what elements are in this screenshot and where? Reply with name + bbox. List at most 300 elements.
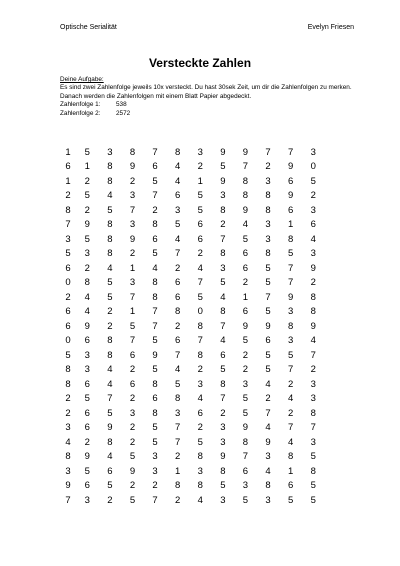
grid-cell: 8 <box>287 451 294 463</box>
grid-cell: 5 <box>152 175 158 187</box>
grid-row <box>60 232 350 247</box>
grid-cell: 1 <box>197 175 203 187</box>
grid-cell: 6 <box>84 407 90 419</box>
grid-cell: 3 <box>65 422 71 434</box>
grid-cell: 2 <box>65 291 71 303</box>
grid-cell: 6 <box>152 393 158 405</box>
grid-cell: 6 <box>65 306 71 318</box>
grid-cell: 5 <box>175 219 181 231</box>
grid-cell: 5 <box>107 277 113 289</box>
grid-cell: 4 <box>175 161 181 173</box>
grid-row <box>60 363 350 378</box>
grid-row <box>60 189 350 204</box>
grid-cell: 9 <box>84 219 90 231</box>
task-text: Es sind zwei Zahlenfolge jeweils 10x versteckt. Du hast 30sek Zeit, um dir die Zahlenfolgen zu merken. Danach werden die Zahlenfolgen mit einem Blatt Papier abgedeckt. <box>60 84 352 100</box>
grid-cell: 9 <box>242 422 249 434</box>
grid-cell: 5 <box>197 291 203 303</box>
sequence-2 <box>60 110 360 118</box>
grid-cell: 5 <box>242 494 249 506</box>
grid-cell: 5 <box>152 436 158 448</box>
grid-row <box>60 290 350 305</box>
grid-cell: 5 <box>152 422 158 434</box>
grid-cell: 8 <box>265 480 271 492</box>
grid-cell: 3 <box>197 146 203 158</box>
grid-cell: 8 <box>152 277 158 289</box>
grid-cell: 3 <box>265 494 271 506</box>
grid-cell: 3 <box>287 306 294 318</box>
grid-cell: 1 <box>287 219 294 231</box>
grid-cell: 8 <box>310 407 316 419</box>
grid-cell: 3 <box>84 494 90 506</box>
grid-row <box>60 450 350 465</box>
grid-cell: 0 <box>310 161 316 173</box>
grid-cell: 6 <box>197 233 203 245</box>
grid-cell: 8 <box>65 204 71 216</box>
grid-cell: 8 <box>152 378 158 390</box>
grid-cell: 4 <box>242 219 249 231</box>
grid-cell: 6 <box>65 262 71 274</box>
grid-cell: 4 <box>107 364 113 376</box>
grid-cell: 5 <box>265 306 271 318</box>
grid-cell: 8 <box>242 190 249 202</box>
grid-cell: 7 <box>152 494 158 506</box>
grid-cell: 5 <box>220 364 226 376</box>
grid-cell: 7 <box>287 277 294 289</box>
grid-cell: 3 <box>65 233 71 245</box>
grid-cell: 6 <box>242 306 249 318</box>
grid-cell: 9 <box>129 465 136 477</box>
grid-cell: 5 <box>310 494 316 506</box>
grid-cell: 8 <box>107 219 113 231</box>
grid-cell: 3 <box>220 190 226 202</box>
grid-cell: 6 <box>242 465 249 477</box>
grid-cell: 2 <box>107 494 113 506</box>
grid-cell: 6 <box>175 190 181 202</box>
grid-cell: 7 <box>310 422 316 434</box>
grid-cell: 6 <box>242 262 249 274</box>
grid-cell: 8 <box>197 451 203 463</box>
grid-cell: 3 <box>265 233 271 245</box>
grid-cell: 2 <box>129 175 136 187</box>
grid-cell: 8 <box>65 378 71 390</box>
grid-cell: 6 <box>242 248 249 260</box>
grid-cell: 7 <box>197 335 203 347</box>
grid-cell: 7 <box>175 349 181 361</box>
grid-cell: 6 <box>197 407 203 419</box>
grid-cell: 8 <box>265 248 271 260</box>
grid-cell: 9 <box>152 349 158 361</box>
grid-cell: 7 <box>129 204 136 216</box>
grid-cell: 0 <box>65 335 71 347</box>
grid-cell: 7 <box>197 277 203 289</box>
grid-cell: 8 <box>129 146 136 158</box>
grid-cell: 2 <box>152 480 158 492</box>
grid-cell: 2 <box>84 175 90 187</box>
grid-cell: 1 <box>84 161 90 173</box>
grid-cell: 5 <box>175 378 181 390</box>
grid-cell: 2 <box>175 451 181 463</box>
grid-cell: 5 <box>265 349 271 361</box>
grid-cell: 3 <box>175 204 181 216</box>
grid-cell: 8 <box>175 393 181 405</box>
grid-cell: 2 <box>310 190 316 202</box>
grid-cell: 8 <box>152 291 158 303</box>
grid-cell: 5 <box>152 248 158 260</box>
grid-cell: 7 <box>65 219 71 231</box>
grid-cell: 8 <box>242 436 249 448</box>
grid-cell: 4 <box>107 378 113 390</box>
grid-cell: 3 <box>242 378 249 390</box>
grid-cell: 2 <box>197 422 203 434</box>
grid-cell: 2 <box>84 262 90 274</box>
grid-cell: 3 <box>220 436 226 448</box>
grid-cell: 2 <box>129 393 136 405</box>
task-label: Deine Aufgabe: <box>60 76 104 83</box>
grid-cell: 5 <box>287 494 294 506</box>
grid-cell: 2 <box>287 407 294 419</box>
grid-cell: 6 <box>175 335 181 347</box>
grid-cell: 3 <box>107 146 113 158</box>
grid-cell: 5 <box>242 233 249 245</box>
grid-cell: 7 <box>129 335 136 347</box>
grid-cell: 8 <box>84 277 90 289</box>
grid-cell: 2 <box>197 248 203 260</box>
grid-cell: 9 <box>65 480 71 492</box>
grid-cell: 8 <box>265 204 271 216</box>
grid-cell: 6 <box>84 335 90 347</box>
number-grid <box>60 145 350 508</box>
grid-cell: 2 <box>129 480 136 492</box>
grid-cell: 9 <box>84 451 90 463</box>
grid-cell: 3 <box>152 465 158 477</box>
grid-cell: 6 <box>265 335 271 347</box>
grid-cell: 3 <box>265 219 271 231</box>
grid-cell: 7 <box>175 436 181 448</box>
grid-cell: 2 <box>107 320 113 332</box>
grid-cell: 2 <box>310 364 316 376</box>
grid-cell: 3 <box>220 262 226 274</box>
grid-cell: 5 <box>197 190 203 202</box>
grid-cell: 9 <box>107 422 113 434</box>
grid-cell: 6 <box>65 161 71 173</box>
grid-cell: 1 <box>65 146 71 158</box>
grid-cell: 9 <box>129 233 136 245</box>
grid-cell: 9 <box>242 204 249 216</box>
grid-cell: 2 <box>175 320 181 332</box>
grid-cell: 1 <box>129 262 136 274</box>
grid-cell: 7 <box>220 393 226 405</box>
grid-cell: 4 <box>107 262 113 274</box>
grid-cell: 3 <box>65 465 71 477</box>
grid-cell: 6 <box>287 480 294 492</box>
grid-cell: 5 <box>220 480 226 492</box>
grid-cell: 3 <box>310 204 316 216</box>
grid-cell: 9 <box>310 262 316 274</box>
grid-cell: 5 <box>129 494 136 506</box>
grid-cell: 2 <box>152 204 158 216</box>
grid-cell: 5 <box>287 349 294 361</box>
header-left: Optische Serialität <box>60 24 117 31</box>
grid-cell: 2 <box>242 277 249 289</box>
grid-cell: 9 <box>310 320 316 332</box>
grid-cell: 9 <box>220 146 226 158</box>
grid-cell: 4 <box>152 262 158 274</box>
grid-cell: 3 <box>287 335 294 347</box>
grid-cell: 4 <box>220 291 226 303</box>
grid-cell: 5 <box>265 262 271 274</box>
grid-cell: 8 <box>220 306 226 318</box>
grid-cell: 3 <box>265 175 271 187</box>
grid-cell: 2 <box>310 277 316 289</box>
grid-cell: 3 <box>84 349 90 361</box>
grid-cell: 2 <box>107 306 113 318</box>
grid-cell: 6 <box>129 378 136 390</box>
grid-cell: 3 <box>197 378 203 390</box>
grid-cell: 5 <box>107 204 113 216</box>
sequence-1-label: Zahlenfolge 1: <box>60 101 101 109</box>
grid-cell: 6 <box>197 219 203 231</box>
grid-cell: 5 <box>220 161 226 173</box>
sequence-1 <box>60 101 360 109</box>
sequence-1-value: 538 <box>116 101 127 109</box>
grid-cell: 3 <box>310 146 316 158</box>
grid-cell: 8 <box>175 480 181 492</box>
grid-cell: 2 <box>287 378 294 390</box>
grid-cell: 7 <box>152 306 158 318</box>
grid-cell: 5 <box>310 480 316 492</box>
grid-cell: 5 <box>84 393 90 405</box>
grid-cell: 2 <box>175 494 181 506</box>
grid-cell: 2 <box>242 349 249 361</box>
grid-cell: 4 <box>265 378 271 390</box>
grid-cell: 2 <box>129 248 136 260</box>
grid-cell: 5 <box>310 175 316 187</box>
grid-row <box>60 276 350 291</box>
grid-cell: 6 <box>152 233 158 245</box>
grid-cell: 6 <box>287 204 294 216</box>
grid-cell: 7 <box>175 248 181 260</box>
grid-row <box>60 203 350 218</box>
grid-cell: 7 <box>287 262 294 274</box>
grid-cell: 8 <box>287 233 294 245</box>
grid-cell: 7 <box>175 422 181 434</box>
grid-cell: 0 <box>197 306 203 318</box>
grid-cell: 7 <box>242 161 249 173</box>
grid-cell: 0 <box>65 277 71 289</box>
grid-cell: 4 <box>197 262 203 274</box>
grid-cell: 5 <box>107 291 113 303</box>
grid-cell: 4 <box>197 393 203 405</box>
grid-cell: 7 <box>287 146 294 158</box>
grid-cell: 8 <box>107 349 113 361</box>
grid-cell: 2 <box>265 161 271 173</box>
grid-cell: 5 <box>84 190 90 202</box>
grid-cell: 7 <box>220 320 226 332</box>
grid-cell: 8 <box>65 451 71 463</box>
grid-cell: 8 <box>287 320 294 332</box>
grid-row <box>60 160 350 175</box>
grid-row <box>60 319 350 334</box>
grid-cell: 5 <box>152 335 158 347</box>
grid-cell: 6 <box>129 349 136 361</box>
grid-cell: 4 <box>107 451 113 463</box>
grid-cell: 4 <box>265 422 271 434</box>
grid-cell: 4 <box>220 335 226 347</box>
grid-row <box>60 392 350 407</box>
grid-cell: 4 <box>175 233 181 245</box>
grid-cell: 5 <box>197 204 203 216</box>
grid-cell: 5 <box>152 364 158 376</box>
grid-cell: 8 <box>152 219 158 231</box>
grid-cell: 8 <box>220 378 226 390</box>
grid-cell: 2 <box>65 407 71 419</box>
grid-cell: 4 <box>197 494 203 506</box>
grid-cell: 7 <box>265 146 271 158</box>
grid-cell: 6 <box>287 175 294 187</box>
sequence-2-label: Zahlenfolge 2: <box>60 109 101 117</box>
grid-cell: 8 <box>175 306 181 318</box>
grid-cell: 4 <box>310 233 316 245</box>
grid-cell: 7 <box>242 451 249 463</box>
page-title: Versteckte Zahlen <box>148 56 252 70</box>
grid-cell: 2 <box>220 407 226 419</box>
grid-cell: 6 <box>220 349 226 361</box>
grid-cell: 3 <box>197 465 203 477</box>
grid-row <box>60 479 350 494</box>
grid-cell: 5 <box>129 451 136 463</box>
grid-cell: 6 <box>107 465 113 477</box>
grid-cell: 9 <box>242 146 249 158</box>
grid-cell: 9 <box>220 451 226 463</box>
task-section <box>60 76 360 118</box>
grid-cell: 2 <box>220 219 226 231</box>
grid-row <box>60 174 350 189</box>
grid-cell: 2 <box>84 436 90 448</box>
grid-row <box>60 247 350 262</box>
grid-cell: 4 <box>287 436 294 448</box>
grid-cell: 3 <box>129 190 136 202</box>
grid-cell: 9 <box>84 320 90 332</box>
grid-cell: 7 <box>129 291 136 303</box>
grid-cell: 5 <box>197 436 203 448</box>
grid-cell: 6 <box>310 219 316 231</box>
grid-cell: 1 <box>287 465 294 477</box>
grid-cell: 4 <box>310 335 316 347</box>
grid-cell: 5 <box>84 233 90 245</box>
grid-cell: 8 <box>107 233 113 245</box>
grid-cell: 2 <box>84 204 90 216</box>
grid-cell: 7 <box>265 291 271 303</box>
grid-cell: 5 <box>84 146 90 158</box>
grid-cell: 2 <box>65 393 71 405</box>
grid-row <box>60 421 350 436</box>
grid-cell: 6 <box>65 320 71 332</box>
grid-cell: 8 <box>265 190 271 202</box>
grid-cell: 8 <box>220 465 226 477</box>
grid-cell: 3 <box>84 248 90 260</box>
grid-cell: 8 <box>107 175 113 187</box>
grid-row <box>60 261 350 276</box>
grid-cell: 9 <box>129 161 136 173</box>
grid-cell: 8 <box>107 248 113 260</box>
grid-cell: 9 <box>287 190 294 202</box>
grid-cell: 4 <box>107 190 113 202</box>
grid-cell: 5 <box>84 465 90 477</box>
grid-row <box>60 218 350 233</box>
grid-cell: 8 <box>175 146 181 158</box>
grid-cell: 5 <box>265 277 271 289</box>
grid-cell: 8 <box>310 291 316 303</box>
grid-cell: 3 <box>84 364 90 376</box>
grid-cell: 7 <box>287 364 294 376</box>
grid-row <box>60 145 350 160</box>
grid-row <box>60 435 350 450</box>
grid-cell: 4 <box>175 175 181 187</box>
grid-cell: 6 <box>84 378 90 390</box>
grid-cell: 5 <box>265 364 271 376</box>
grid-cell: 9 <box>287 291 294 303</box>
grid-cell: 4 <box>265 465 271 477</box>
grid-cell: 7 <box>287 422 294 434</box>
grid-row <box>60 348 350 363</box>
grid-cell: 5 <box>65 349 71 361</box>
grid-cell: 5 <box>242 407 249 419</box>
grid-cell: 7 <box>310 349 316 361</box>
sequence-2-value: 2572 <box>116 109 131 117</box>
grid-cell: 3 <box>129 219 136 231</box>
grid-cell: 2 <box>129 422 136 434</box>
grid-cell: 7 <box>220 233 226 245</box>
grid-cell: 5 <box>129 320 136 332</box>
grid-cell: 2 <box>265 393 271 405</box>
grid-cell: 7 <box>107 393 113 405</box>
grid-cell: 2 <box>242 364 249 376</box>
grid-cell: 9 <box>242 320 249 332</box>
grid-cell: 8 <box>65 364 71 376</box>
grid-cell: 5 <box>310 451 316 463</box>
grid-cell: 7 <box>65 494 71 506</box>
grid-row <box>60 305 350 320</box>
grid-cell: 2 <box>129 364 136 376</box>
grid-cell: 9 <box>265 436 271 448</box>
grid-cell: 3 <box>265 451 271 463</box>
grid-cell: 5 <box>242 335 249 347</box>
grid-cell: 6 <box>84 422 90 434</box>
grid-cell: 5 <box>107 407 113 419</box>
grid-cell: 4 <box>84 306 90 318</box>
grid-cell: 2 <box>197 364 203 376</box>
grid-row <box>60 464 350 479</box>
grid-cell: 6 <box>175 291 181 303</box>
grid-cell: 3 <box>220 422 226 434</box>
grid-cell: 8 <box>310 306 316 318</box>
grid-cell: 8 <box>107 436 113 448</box>
grid-cell: 1 <box>129 306 136 318</box>
grid-cell: 1 <box>242 291 249 303</box>
grid-cell: 3 <box>129 407 136 419</box>
grid-cell: 1 <box>175 465 181 477</box>
grid-cell: 1 <box>65 175 71 187</box>
grid-cell: 8 <box>107 335 113 347</box>
grid-cell: 8 <box>152 407 158 419</box>
grid-cell: 3 <box>242 480 249 492</box>
header-right: Evelyn Friesen <box>307 24 354 31</box>
grid-cell: 8 <box>107 161 113 173</box>
grid-row <box>60 334 350 349</box>
grid-cell: 5 <box>65 248 71 260</box>
grid-cell: 6 <box>152 161 158 173</box>
grid-cell: 2 <box>197 161 203 173</box>
